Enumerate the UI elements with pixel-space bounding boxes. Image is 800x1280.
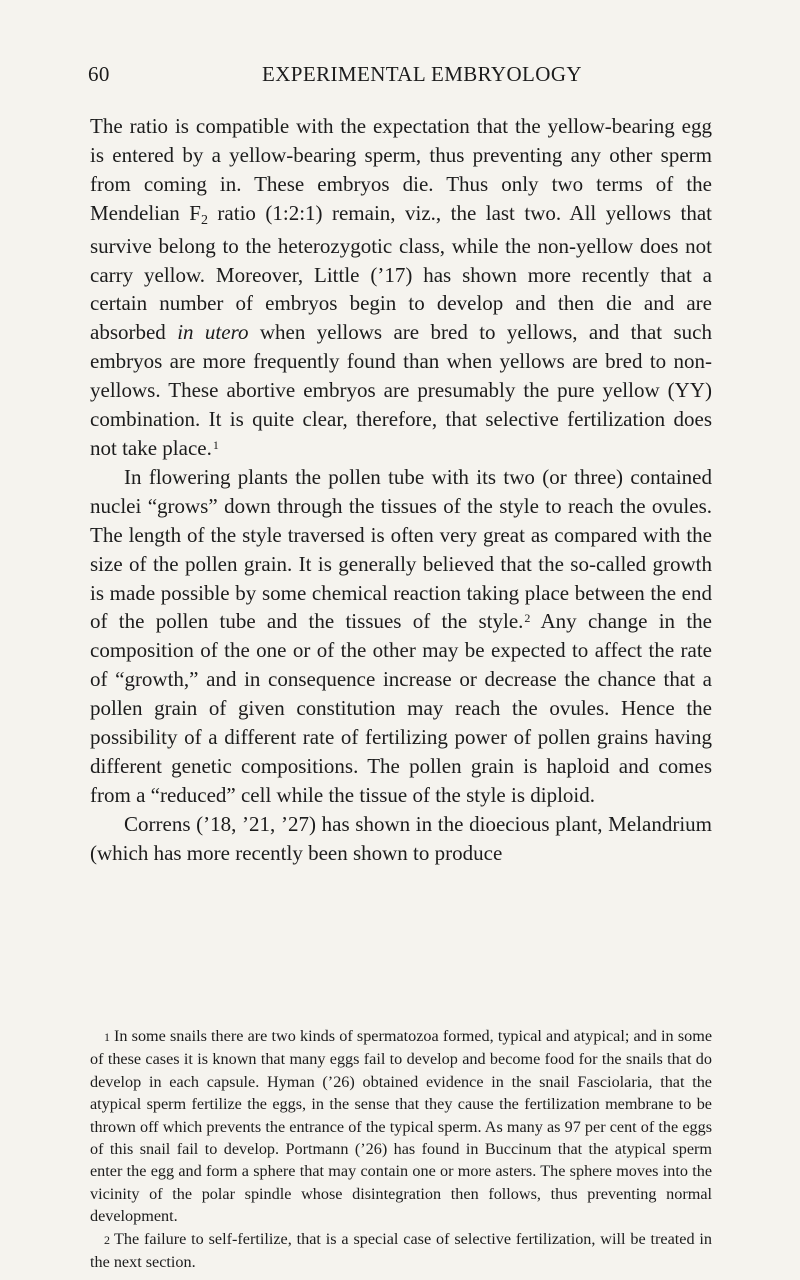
footnote-1 (90, 1025, 712, 1228)
running-title: EXPERIMENTAL EMBRYOLOGY (262, 62, 582, 86)
page-number: 60 (88, 62, 110, 86)
footnote-text: The failure to self-fertilize, that is a special case of selective fertilization, will be treated in the next section. (90, 1229, 712, 1272)
paragraph-1: The ratio is compatible with the expectation that the yellow-bearing egg is entered by a yellow-bearing sperm, thus preventing any other sperm from coming in. These embryos die. Thus only two terms of the Mendelian F2 ratio (1:2:1) remain, viz., the last two. All yellows that survive belong to the heterozygotic class, while the non-yellow does not carry yellow. Moreover, Little (’17) has shown more recently that a certain number of embryos begin to develop and then die and are absorbed in utero when yellows are bred to yellows, and that such embryos are more frequently found than when yellows are bred to non-yellows. These abortive embryos are presumably the pure yellow (YY) combination. It is quite clear, therefore, that selective fertilization does not take place.$^1$ (90, 114, 712, 460)
running-head (88, 62, 712, 92)
body-text (90, 112, 712, 868)
footnote-mark: 1 (104, 1030, 110, 1044)
footnote-mark: 2 (104, 1232, 110, 1247)
footnote-reference-2: 2 (524, 611, 531, 626)
footnote-2 (90, 1228, 712, 1274)
footnotes (90, 1025, 712, 1273)
italic-phrase: in utero (177, 320, 249, 345)
paragraph-2: In flowering plants the pollen tube with its two (or three) contained nuclei “grows” down through the tissues of the style to reach the ovules. The length of the style traversed is often very great as compared with the size of the pollen grain. It is generally believed that the so-called growth is made possible by some chemical reaction taking place between the end of the pollen tube and the tissues of the style.$^2$ Any change in the composition of the one or of the other may be expected to affect the rate of “growth,” and in consequence increase or decrease the chance that a pollen grain of given constitution may reach the ovules. Hence the possibility of a different rate of fertilizing power of pollen grains having different genetic compositions. The pollen grain is haploid and comes from a “reduced” cell while the tissue of the style is diploid. (90, 464, 712, 807)
subscript: 2 (200, 212, 208, 228)
footnote-reference-1: 1 (212, 437, 219, 452)
footnote-text: In some snails there are two kinds of spermatozoa formed, typical and atypical; and in some of these cases it is known that many eggs fail to develop and become food for the snails that do develop in each capsule. Hyman (’26) obtained evidence in the snail Fasciolaria, that the atypical sperm fertilize the eggs, in the sense that they cause the fertilization membrane to be thrown off which prevents the entrance of the typical sperm. As many as 97 per cent of the eggs of this snail fail to develop. Portmann (’26) has found in Buccinum that the atypical sperm enter the egg and form a sphere that may contain one or more asters. The sphere moves into the vicinity of the polar spindle whose disintegration then follows, thus preventing normal development. (90, 1027, 712, 1226)
paragraph-3: Correns (’18, ’21, ’27) has shown in the dioecious plant, Melandrium (which has more recently been shown to produce (90, 811, 712, 865)
